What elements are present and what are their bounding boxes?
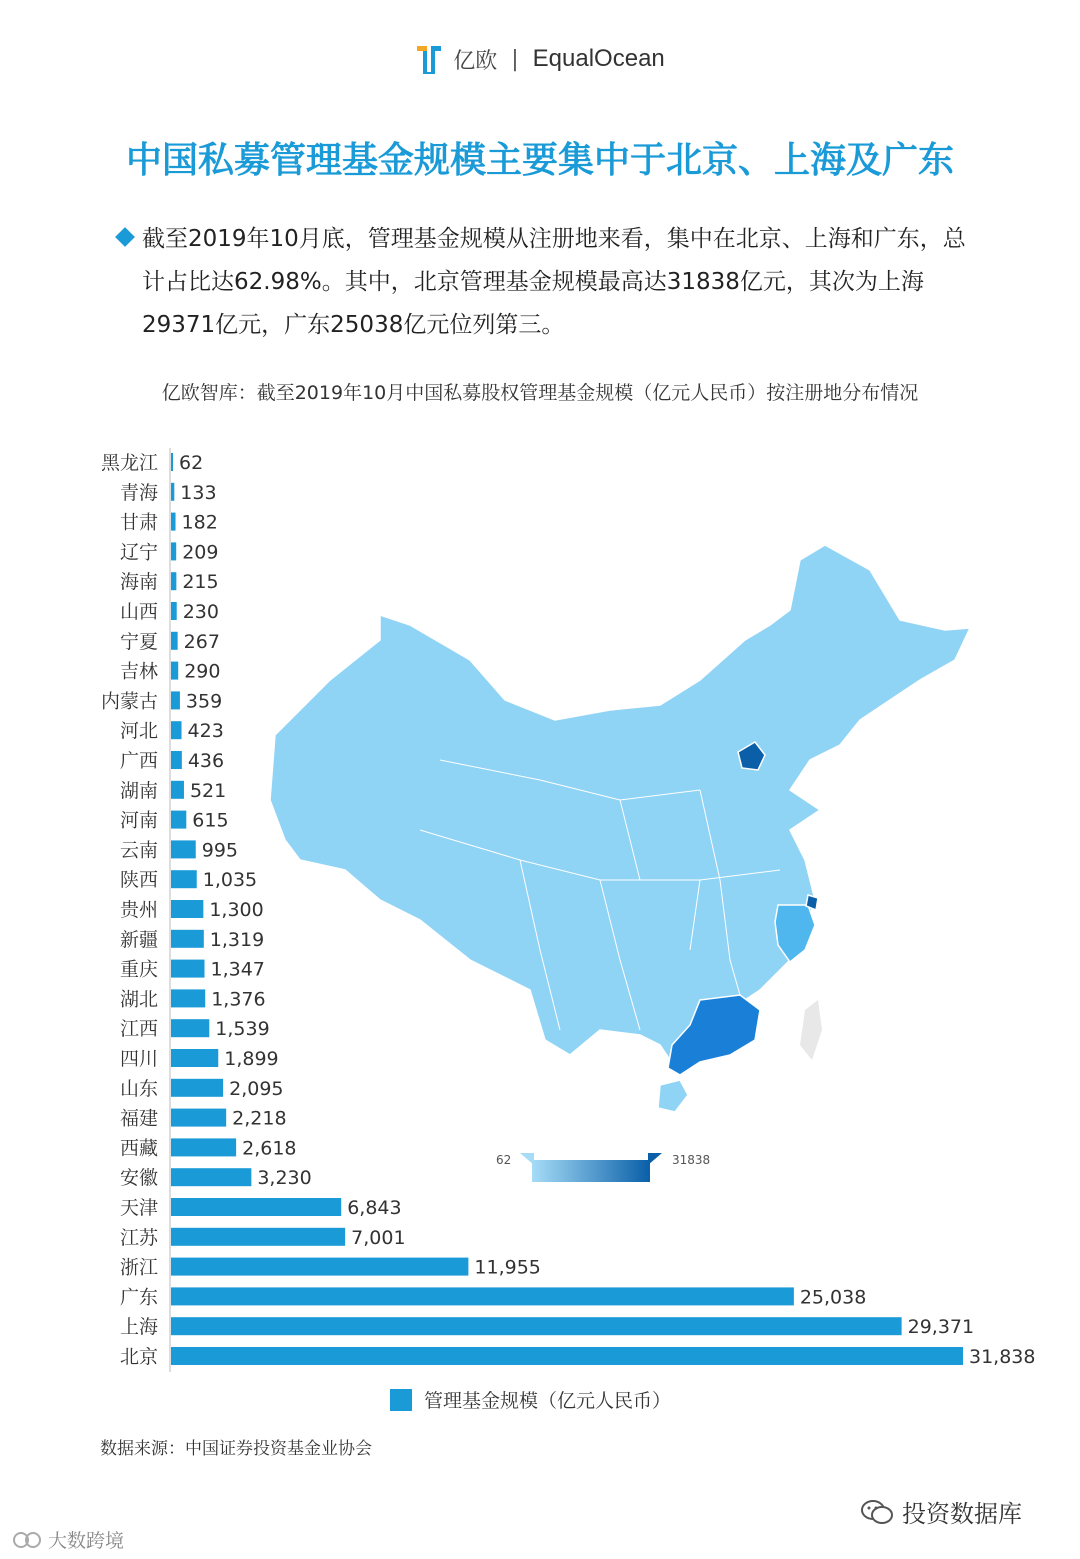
value-label: 31,838: [969, 1346, 1036, 1368]
bar: [171, 483, 174, 501]
bar: [171, 572, 176, 590]
value-label: 1,300: [209, 899, 264, 921]
category-label: 山东: [119, 1077, 158, 1100]
bar: [171, 1347, 963, 1365]
bar: [171, 960, 205, 978]
value-label: 1,539: [215, 1018, 270, 1041]
bar: [171, 1228, 345, 1246]
category-label: 吉林: [119, 660, 158, 683]
map-legend-min-marker: [520, 1153, 534, 1165]
value-label: 359: [185, 690, 223, 713]
bar: [171, 900, 203, 918]
bar: [171, 811, 186, 829]
bar: [171, 989, 205, 1007]
category-label: 北京: [119, 1346, 158, 1368]
bar: [171, 870, 197, 888]
category-label: 上海: [119, 1316, 158, 1339]
category-label: 甘肃: [119, 511, 158, 534]
category-label: 黑龙江: [100, 452, 158, 474]
map-legend-max-label: 31838: [672, 1153, 711, 1167]
bar: [171, 632, 178, 650]
chart-subtitle: 亿欧智库：截至2019年10月中国私募股权管理基金规模（亿元人民币）按注册地分布情况: [161, 382, 919, 404]
category-label: 浙江: [119, 1256, 158, 1279]
value-label: 1,319: [209, 928, 265, 951]
category-label: 辽宁: [119, 541, 158, 564]
category-label: 河南: [119, 809, 158, 832]
value-label: 1,899: [224, 1048, 279, 1070]
value-label: 62: [179, 452, 204, 474]
category-label: 青海: [119, 481, 158, 504]
bar: [171, 1049, 218, 1067]
watermark-logo-icon: [12, 1530, 42, 1550]
value-label: 521: [189, 779, 227, 802]
value-label: 11,955: [474, 1256, 541, 1279]
bar: [171, 1198, 341, 1216]
category-label: 新疆: [119, 928, 158, 951]
category-label: 安徽: [119, 1167, 158, 1190]
category-label: 湖南: [119, 779, 158, 802]
bar: [171, 513, 176, 531]
category-label: 山西: [119, 601, 158, 623]
bar: [171, 662, 178, 680]
category-label: 河北: [119, 720, 158, 743]
value-label: 1,035: [202, 869, 258, 892]
map-taiwan: [800, 1000, 822, 1060]
value-label: 209: [182, 541, 219, 564]
value-label: 2,218: [232, 1107, 287, 1130]
category-label: 陕西: [119, 869, 158, 892]
value-label: 182: [181, 511, 218, 534]
brand-en: EqualOcean: [532, 45, 665, 72]
bar: [171, 1079, 223, 1097]
bar: [171, 1168, 251, 1186]
value-label: 215: [182, 571, 219, 594]
category-label: 贵州: [119, 899, 158, 921]
bar: [171, 1019, 209, 1037]
map-base-region: [270, 545, 970, 1060]
bar: [171, 1138, 236, 1156]
bar: [171, 751, 182, 769]
value-label: 1,376: [211, 988, 266, 1011]
map-legend-min-label: 62: [496, 1153, 512, 1167]
category-label: 重庆: [119, 958, 158, 981]
value-label: 1,347: [210, 958, 265, 981]
value-label: 615: [192, 809, 229, 832]
value-label: 230: [182, 601, 219, 623]
category-label: 天津: [119, 1197, 158, 1219]
category-label: 海南: [119, 571, 158, 594]
value-label: 6,843: [347, 1197, 402, 1219]
summary-text: 截至2019年10月底，管理基金规模从注册地来看，集中在北京、上海和广东，总计占比达62.98%。其中，北京管理基金规模最高达31838亿元，其次为上海29371亿元，广东25038亿元位列第三。: [142, 226, 966, 338]
value-label: 7,001: [351, 1226, 406, 1249]
china-map: [270, 545, 970, 1112]
value-label: 133: [180, 481, 217, 504]
category-label: 湖北: [119, 988, 158, 1011]
value-label: 25,038: [799, 1286, 867, 1309]
bar: [171, 840, 196, 858]
brand-cn: 亿欧: [453, 48, 498, 74]
page-title: 中国私募管理基金规模主要集中于北京、上海及广东: [125, 140, 954, 181]
bar: [171, 602, 177, 620]
bar: [171, 542, 176, 560]
footer-left-text: 大数跨境: [48, 1530, 125, 1552]
value-label: 436: [187, 750, 225, 772]
value-label: 290: [184, 660, 221, 683]
legend-swatch: [390, 1389, 412, 1411]
wechat-icon: [860, 1498, 894, 1526]
bar: [171, 781, 184, 799]
legend-label: 管理基金规模（亿元人民币）: [424, 1390, 672, 1412]
map-legend-gradient: [532, 1160, 650, 1182]
bar: [171, 1317, 902, 1335]
bar: [171, 1109, 226, 1127]
value-label: 29,371: [907, 1316, 975, 1339]
category-label: 宁夏: [119, 630, 158, 653]
bar: [171, 1258, 468, 1276]
bar: [171, 721, 182, 739]
value-label: 2,095: [229, 1077, 284, 1100]
value-label: 267: [183, 630, 220, 653]
value-label: 3,230: [257, 1167, 312, 1190]
map-hainan: [658, 1080, 688, 1112]
footer-watermark-left: [12, 1526, 124, 1553]
category-label: 云南: [119, 839, 158, 862]
category-label: 广西: [119, 750, 158, 772]
brand-separator: |: [511, 46, 519, 72]
category-label: 四川: [119, 1048, 158, 1070]
bar: [171, 453, 173, 471]
category-label: 西藏: [119, 1137, 158, 1160]
category-label: 江苏: [119, 1226, 158, 1249]
bar: [171, 1287, 794, 1305]
footer-right-text: 投资数据库: [902, 1500, 1022, 1528]
value-label: 423: [187, 720, 224, 743]
footer-watermark-right: [860, 1494, 1022, 1529]
category-label: 广东: [119, 1286, 158, 1309]
chart-legend: [390, 1386, 671, 1413]
map-legend-max-marker: [648, 1153, 662, 1165]
value-label: 995: [201, 839, 239, 862]
category-label: 江西: [119, 1018, 158, 1041]
category-label: 内蒙古: [100, 690, 158, 713]
bar: [171, 930, 204, 948]
bar: [171, 691, 180, 709]
data-source: 数据来源：中国证券投资基金业协会: [100, 1439, 372, 1459]
value-label: 2,618: [242, 1137, 297, 1160]
category-label: 福建: [119, 1107, 158, 1130]
